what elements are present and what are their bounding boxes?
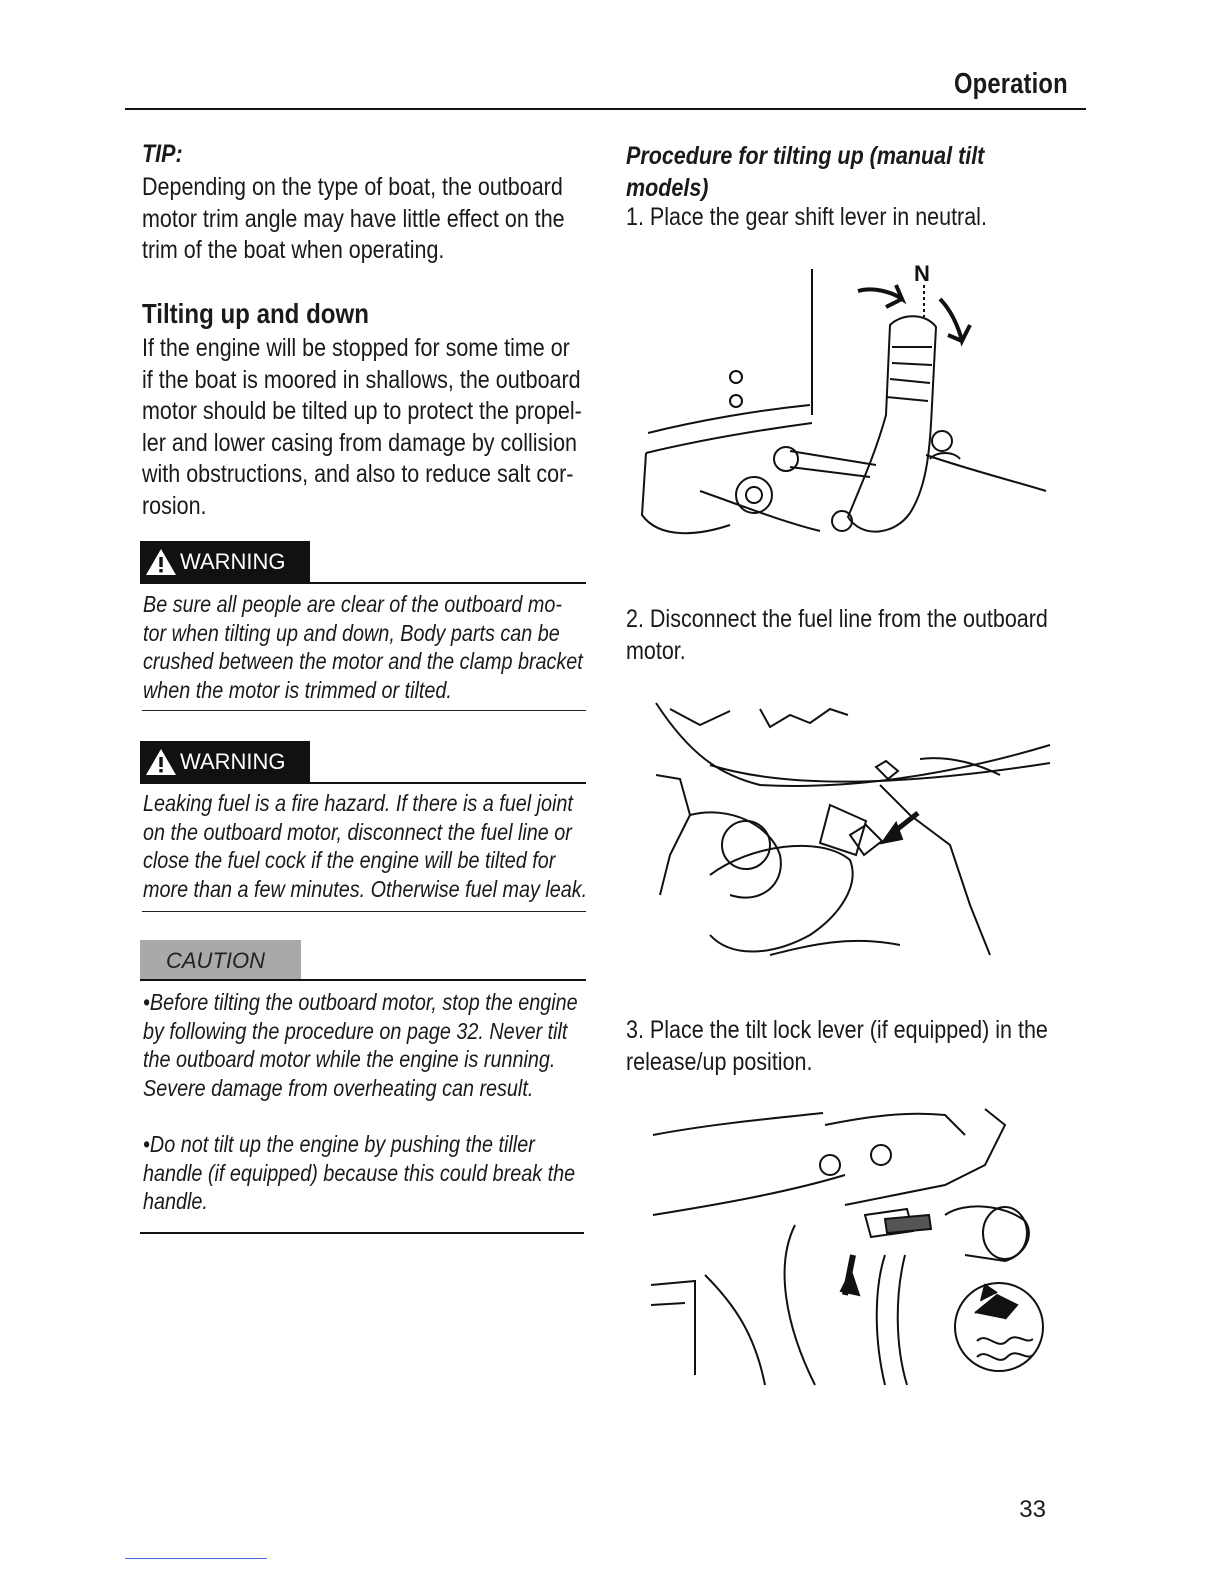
warning-bottom-rule	[142, 911, 586, 912]
tilt-lock-lever-illustration	[645, 1105, 1060, 1400]
warning-triangle-icon	[144, 547, 178, 577]
tilting-line: ler and lower casing from damage by collision	[142, 428, 577, 457]
warning-line: Leaking fuel is a fire hazard. If there is a fuel joint	[143, 790, 573, 816]
warning-label: WARNING	[180, 748, 286, 774]
warning-line: on the outboard motor, disconnect the fuel line or	[143, 818, 572, 845]
caution-label: CAUTION	[166, 947, 265, 973]
neutral-marker: N	[914, 261, 930, 286]
tilting-heading: Tilting up and down	[142, 298, 369, 329]
tip-line: trim of the boat when operating.	[142, 236, 445, 264]
step-3-line: 3. Place the tilt lock lever (if equipped) in the	[626, 1016, 1048, 1044]
tip-line: motor trim angle may have little effect on the	[142, 204, 565, 233]
footer-link-underline	[125, 1558, 267, 1559]
tilting-paragraph	[142, 333, 582, 522]
step-3-line: release/up position.	[626, 1047, 813, 1076]
tip-text	[142, 172, 565, 267]
procedure-title-line: models)	[626, 174, 709, 202]
tilting-line: if the boat is moored in shallows, the outboard	[142, 365, 581, 394]
warning-text	[143, 789, 587, 903]
step-3	[626, 1015, 1048, 1078]
step-2-line: motor.	[626, 636, 686, 665]
caution-bottom-rule	[140, 1232, 584, 1234]
warning-line: tor when tilting up and down, Body parts can be	[143, 619, 560, 646]
tilting-line: rosion.	[142, 491, 207, 520]
step-2-line: 2. Disconnect the fuel line from the outboard	[626, 605, 1048, 633]
warning-line: when the motor is trimmed or tilted.	[143, 676, 452, 703]
warning-badge	[140, 541, 310, 582]
caution-badge	[140, 940, 301, 981]
caution-line: handle.	[143, 1188, 208, 1214]
page-number: 33	[1019, 1496, 1046, 1523]
caution-line: by following the procedure on page 32. Never tilt	[143, 1017, 568, 1044]
step-1: 1. Place the gear shift lever in neutral.	[626, 203, 987, 231]
header-divider	[125, 108, 1086, 110]
caution-text	[143, 988, 578, 1216]
tilting-line: If the engine will be stopped for some time or	[142, 334, 570, 362]
caution-line: handle (if equipped) because this could break the	[143, 1159, 576, 1186]
warning-line: crushed between the motor and the clamp bracket	[143, 648, 583, 674]
warning-triangle-icon	[144, 747, 178, 777]
gear-shift-lever-illustration	[640, 255, 1060, 545]
fuel-line-disconnect-illustration	[650, 695, 1060, 965]
tip-line: Depending on the type of boat, the outboard	[142, 173, 563, 201]
warning-line: more than a few minutes. Otherwise fuel may leak.	[143, 875, 588, 902]
caution-line: •Do not tilt up the engine by pushing the tiller	[143, 1131, 535, 1157]
procedure-title-line: Procedure for tilting up (manual tilt	[626, 142, 985, 170]
caution-line: the outboard motor while the engine is running.	[143, 1046, 556, 1072]
warning-top-rule	[140, 582, 586, 584]
warning-badge	[140, 741, 310, 782]
warning-line: Be sure all people are clear of the outboard mo-	[143, 591, 562, 617]
caution-line: •Before tilting the outboard motor, stop the engine	[143, 989, 578, 1015]
tilting-line: motor should be tilted up to protect the propel-	[142, 397, 582, 425]
step-2	[626, 604, 1048, 667]
tip-label: TIP:	[142, 140, 183, 168]
caution-top-rule	[140, 979, 586, 981]
caution-line: Severe damage from overheating can result.	[143, 1074, 534, 1101]
warning-label: WARNING	[180, 548, 286, 574]
warning-text	[143, 590, 583, 704]
warning-line: close the fuel cock if the engine will be tilted for	[143, 847, 556, 873]
warning-bottom-rule	[142, 710, 586, 711]
warning-top-rule	[140, 782, 586, 784]
tilting-line: with obstructions, and also to reduce salt cor-	[142, 460, 574, 488]
procedure-title	[626, 140, 984, 204]
section-title: Operation	[954, 68, 1068, 100]
